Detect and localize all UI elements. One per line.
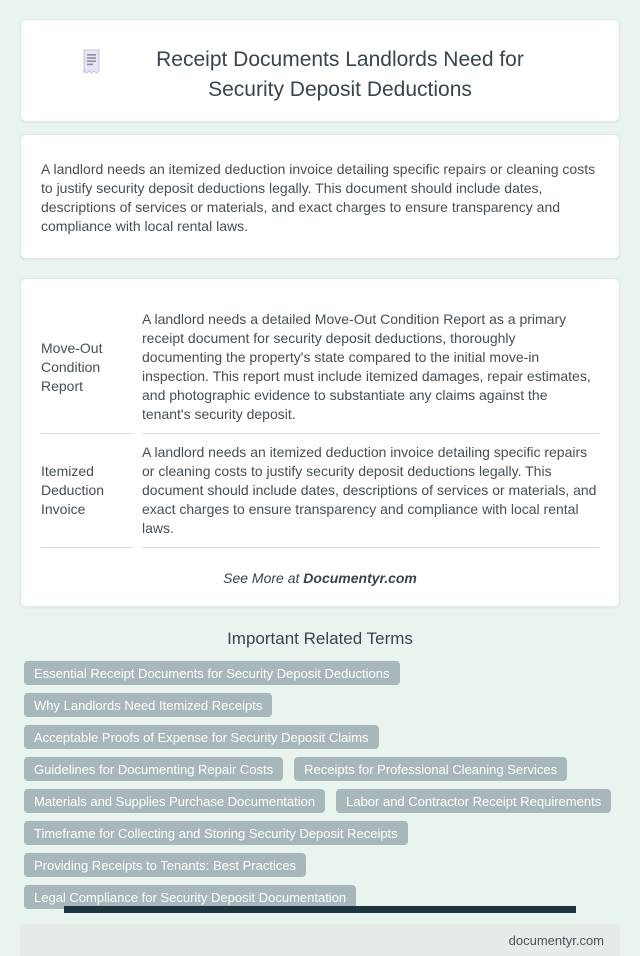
details-table <box>33 301 607 548</box>
see-more-prefix: See More at <box>223 570 304 586</box>
footer-site-link[interactable]: documentyr.com <box>508 932 604 948</box>
term-description: A landlord needs an itemized deduction invoice detailing specific repairs or cleaning costs to justify security deposit deductions legally. This document should include dates, descriptions of services or materials, and exact charges to ensure transparency and compliance with local rental laws. <box>142 434 599 548</box>
related-term-tag[interactable]: Legal Compliance for Security Deposit Documentation <box>24 885 356 909</box>
see-more-site-link[interactable]: Documentyr.com <box>303 570 417 586</box>
header-card <box>20 19 620 122</box>
related-term-tag[interactable]: Labor and Contractor Receipt Requirements <box>336 789 611 813</box>
summary-card <box>20 134 620 259</box>
related-term-tag[interactable]: Guidelines for Documenting Repair Costs <box>24 757 283 781</box>
term-description: A landlord needs a detailed Move-Out Condition Report as a primary receipt document for security deposit deductions, thoroughly documenting the property's state compared to the initial move-in inspection. This report must include itemized damages, repair estimates, and photographic evidence to substantiate any claims against the tenant's security deposit. <box>142 301 599 434</box>
see-more-line <box>33 570 607 586</box>
footer-bar <box>20 924 620 956</box>
related-terms-heading: Important Related Terms <box>227 629 413 648</box>
details-card <box>20 278 620 607</box>
bottom-page-edge <box>64 906 576 913</box>
related-term-tag[interactable]: Materials and Supplies Purchase Documentation <box>24 789 325 813</box>
page-title: Receipt Documents Landlords Need for Security Deposit Deductions <box>156 48 524 101</box>
receipt-icon <box>80 49 104 80</box>
summary-text: A landlord needs an itemized deduction invoice detailing specific repairs or cleaning costs to justify security deposit deductions legally. This document should include dates, descriptions of services or materials, and exact charges to ensure transparency and compliance with local rental laws. <box>41 161 596 234</box>
related-term-tag[interactable]: Providing Receipts to Tenants: Best Practices <box>24 853 306 877</box>
related-term-tag[interactable]: Essential Receipt Documents for Security Deposit Deductions <box>24 661 400 685</box>
related-term-tag[interactable]: Timeframe for Collecting and Storing Security Deposit Receipts <box>24 821 408 845</box>
related-term-tag[interactable]: Why Landlords Need Itemized Receipts <box>24 693 272 717</box>
related-term-tag[interactable]: Acceptable Proofs of Expense for Security Deposit Claims <box>24 725 379 749</box>
table-row <box>41 301 599 434</box>
table-row <box>41 434 599 548</box>
related-terms-list <box>24 661 616 909</box>
term-label: Move-Out Condition Report <box>41 301 134 434</box>
related-term-tag[interactable]: Receipts for Professional Cleaning Services <box>294 757 567 781</box>
term-label: Itemized Deduction Invoice <box>41 434 134 548</box>
